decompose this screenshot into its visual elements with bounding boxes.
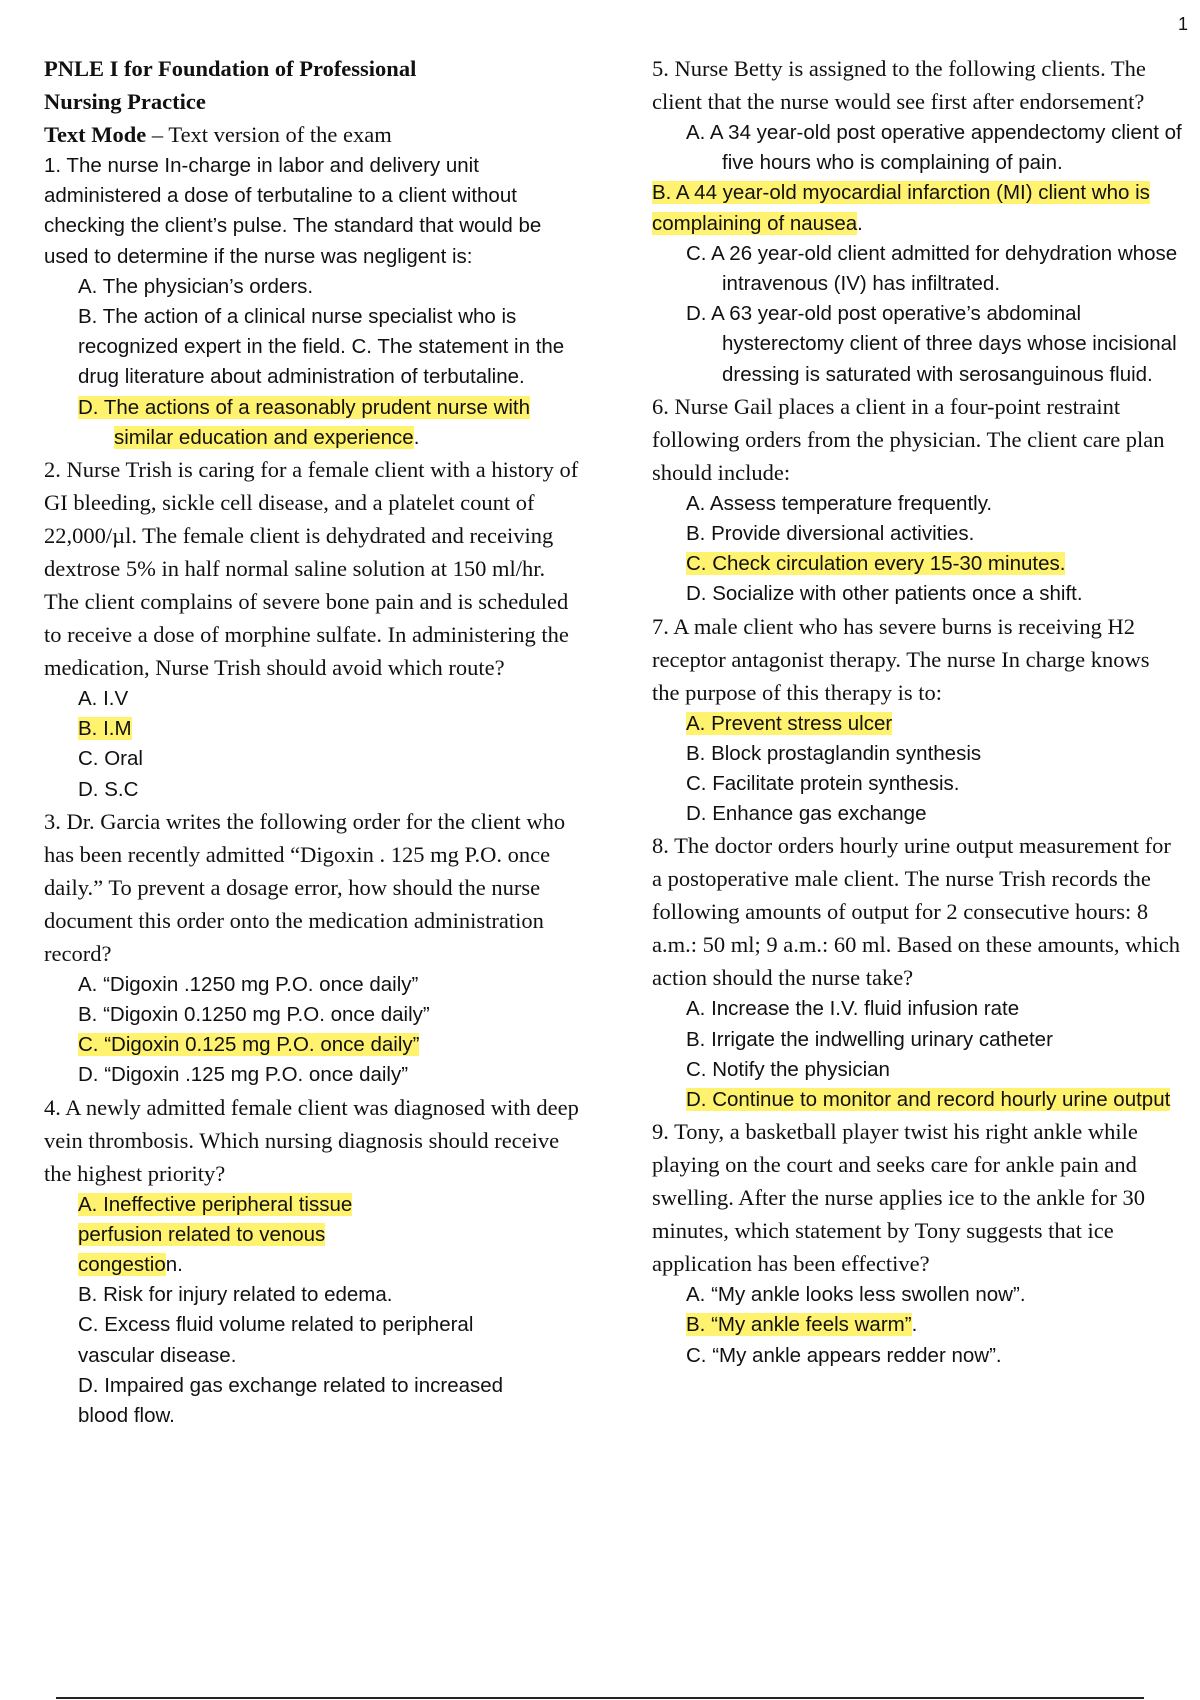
- question-6-option-b: B. Provide diversional activities.: [686, 522, 975, 546]
- question-8-stem: 8. The doctor orders hourly urine output measurement for a postoperative male client. The nurse Trish records the following amounts of output for 2 consecutive hours: 8 a.m.: 50 ml; 9 a.m.: 60 ml. Based on these amounts, which action should the nurse take?: [652, 833, 1181, 991]
- page-number: 1: [1177, 14, 1188, 34]
- question-2-option-b: [44, 714, 584, 744]
- question-2-option-c: C. Oral: [78, 747, 143, 771]
- question-4-option-b: B. Risk for injury related to edema.: [78, 1283, 393, 1307]
- question-7: [652, 610, 1182, 830]
- answer-highlight: B. I.M: [78, 717, 132, 741]
- question-3-option-c: [44, 1030, 584, 1060]
- question-2-option-d: D. S.C: [78, 777, 139, 801]
- answer-highlight: C. Check circulation every 15-30 minutes.: [686, 552, 1066, 576]
- question-8-option-d: [652, 1085, 1182, 1115]
- question-2-option-a: A. I.V: [78, 687, 129, 711]
- question-3: [44, 805, 584, 1091]
- option-end: .: [911, 1313, 918, 1337]
- question-3-option-d: D. “Digoxin .125 mg P.O. once daily”: [78, 1063, 409, 1087]
- question-6-option-a: A. Assess temperature frequently.: [686, 491, 993, 515]
- left-column: [44, 52, 584, 1431]
- question-6-option-c: [652, 549, 1182, 579]
- answer-highlight: B. “My ankle feels warm”: [686, 1313, 912, 1337]
- question-3-option-a: A. “Digoxin .1250 mg P.O. once daily”: [78, 972, 419, 996]
- doc-title-line2: Nursing Practice: [44, 89, 206, 114]
- question-7-option-d: D. Enhance gas exchange: [686, 802, 927, 826]
- question-4-option-d: D. Impaired gas exchange related to increased blood flow.: [78, 1373, 504, 1428]
- text-mode-desc: – Text version of the exam: [146, 122, 392, 147]
- answer-highlight: C. “Digoxin 0.125 mg P.O. once daily”: [78, 1033, 420, 1057]
- doc-title-line1: PNLE I for Foundation of Professional: [44, 56, 417, 81]
- question-9-option-a: A. “My ankle looks less swollen now”.: [686, 1283, 1026, 1307]
- text-mode-label: Text Mode: [44, 122, 147, 147]
- question-2-stem: 2. Nurse Trish is caring for a female client with a history of GI bleeding, sickle cell disease, and a platelet count of 22,000/µl. The female client is dehydrated and receiving dextrose 5% in half normal saline solution at 150 ml/hr. The client complains of severe bone pain and is scheduled to receive a dose of morphine sulfate. In administering the medication, Nurse Trish should avoid which route?: [44, 457, 579, 681]
- answer-highlight: A. Prevent stress ulcer: [686, 711, 893, 735]
- option-end: .: [857, 211, 863, 235]
- question-7-option-c: C. Facilitate protein synthesis.: [686, 772, 960, 796]
- question-5-option-d: D. A 63 year-old post operative’s abdominal hysterectomy client of three days whose incisional dressing is saturated with serosanguinous fluid.: [686, 302, 1177, 386]
- answer-highlight: B. A 44 year-old myocardial infarction (MI) client who is complaining of nausea: [652, 181, 1150, 235]
- question-5-option-c: C. A 26 year-old client admitted for dehydration whose intravenous (IV) has infiltrated.: [686, 241, 1178, 296]
- question-7-stem: 7. A male client who has severe burns is receiving H2 receptor antagonist therapy. The nurse In charge knows the purpose of this therapy is to:: [652, 613, 1150, 705]
- question-1-option-a: A. The physician’s orders.: [78, 274, 314, 298]
- question-2: [44, 453, 584, 805]
- question-5-option-a: A. A 34 year-old post operative appendectomy client of five hours who is complaining of pain.: [686, 121, 1182, 175]
- question-3-stem: 3. Dr. Garcia writes the following order for the client who has been recently admitted “Digoxin . 125 mg P.O. once daily.” To prevent a dosage error, how should the nurse document this order onto the medication administration record?: [44, 808, 566, 966]
- option-end: .: [413, 425, 420, 449]
- question-9-option-b: [652, 1310, 1182, 1340]
- question-9: [652, 1115, 1182, 1371]
- question-6-option-d: D. Socialize with other patients once a shift.: [686, 582, 1083, 606]
- question-3-option-b: B. “Digoxin 0.1250 mg P.O. once daily”: [78, 1003, 430, 1027]
- question-7-option-a: [652, 709, 1182, 739]
- question-7-option-b: B. Block prostaglandin synthesis: [686, 741, 982, 765]
- question-8-option-c: C. Notify the physician: [686, 1057, 890, 1081]
- question-1-option-d: [44, 393, 584, 453]
- question-4-option-a: [44, 1190, 398, 1281]
- question-9-option-c: C. “My ankle appears redder now”.: [686, 1343, 1002, 1367]
- question-9-stem: 9. Tony, a basketball player twist his right ankle while playing on the court and seeks care for ankle pain and swelling. After the nurse applies ice to the ankle for 30 minutes, which statement by Tony suggests that ice application has been effective?: [652, 1119, 1145, 1277]
- question-4: [44, 1091, 584, 1432]
- question-5-option-b: [652, 178, 1182, 238]
- right-column: [652, 52, 1182, 1371]
- text-mode-line: [44, 118, 584, 151]
- question-5: [652, 52, 1182, 390]
- question-1: [44, 151, 584, 453]
- question-6: [652, 390, 1182, 610]
- question-8: [652, 829, 1182, 1115]
- question-5-stem: 5. Nurse Betty is assigned to the following clients. The client that the nurse would see first after endorsement?: [652, 56, 1146, 114]
- question-4-option-c: C. Excess fluid volume related to peripheral vascular disease.: [78, 1313, 474, 1367]
- question-8-option-a: A. Increase the I.V. fluid infusion rate: [686, 997, 1020, 1021]
- answer-highlight: A. Ineffective peripheral tissue perfusion related to venous congestio: [78, 1192, 353, 1277]
- question-4-stem: 4. A newly admitted female client was diagnosed with deep vein thrombosis. Which nursing diagnosis should receive the highest priority?: [44, 1094, 579, 1186]
- bottom-rule: [56, 1697, 1144, 1699]
- answer-highlight: D. Continue to monitor and record hourly urine output: [686, 1088, 1171, 1112]
- answer-highlight: D. The actions of a reasonably prudent nurse with similar education and experience: [78, 395, 531, 449]
- question-1-option-b: B. The action of a clinical nurse specialist who is recognized expert in the field. C. The statement in the drug literature about administration of terbutaline.: [78, 305, 565, 389]
- question-1-stem: 1. The nurse In-charge in labor and delivery unit administered a dose of terbutaline to a client without checking the client’s pulse. The standard that would be used to determine if the nurse was negligent is:: [44, 154, 542, 268]
- question-6-stem: 6. Nurse Gail places a client in a four-point restraint following orders from the physician. The client care plan should include:: [652, 393, 1165, 485]
- option-end: n.: [165, 1253, 183, 1277]
- question-8-option-b: B. Irrigate the indwelling urinary catheter: [686, 1027, 1053, 1051]
